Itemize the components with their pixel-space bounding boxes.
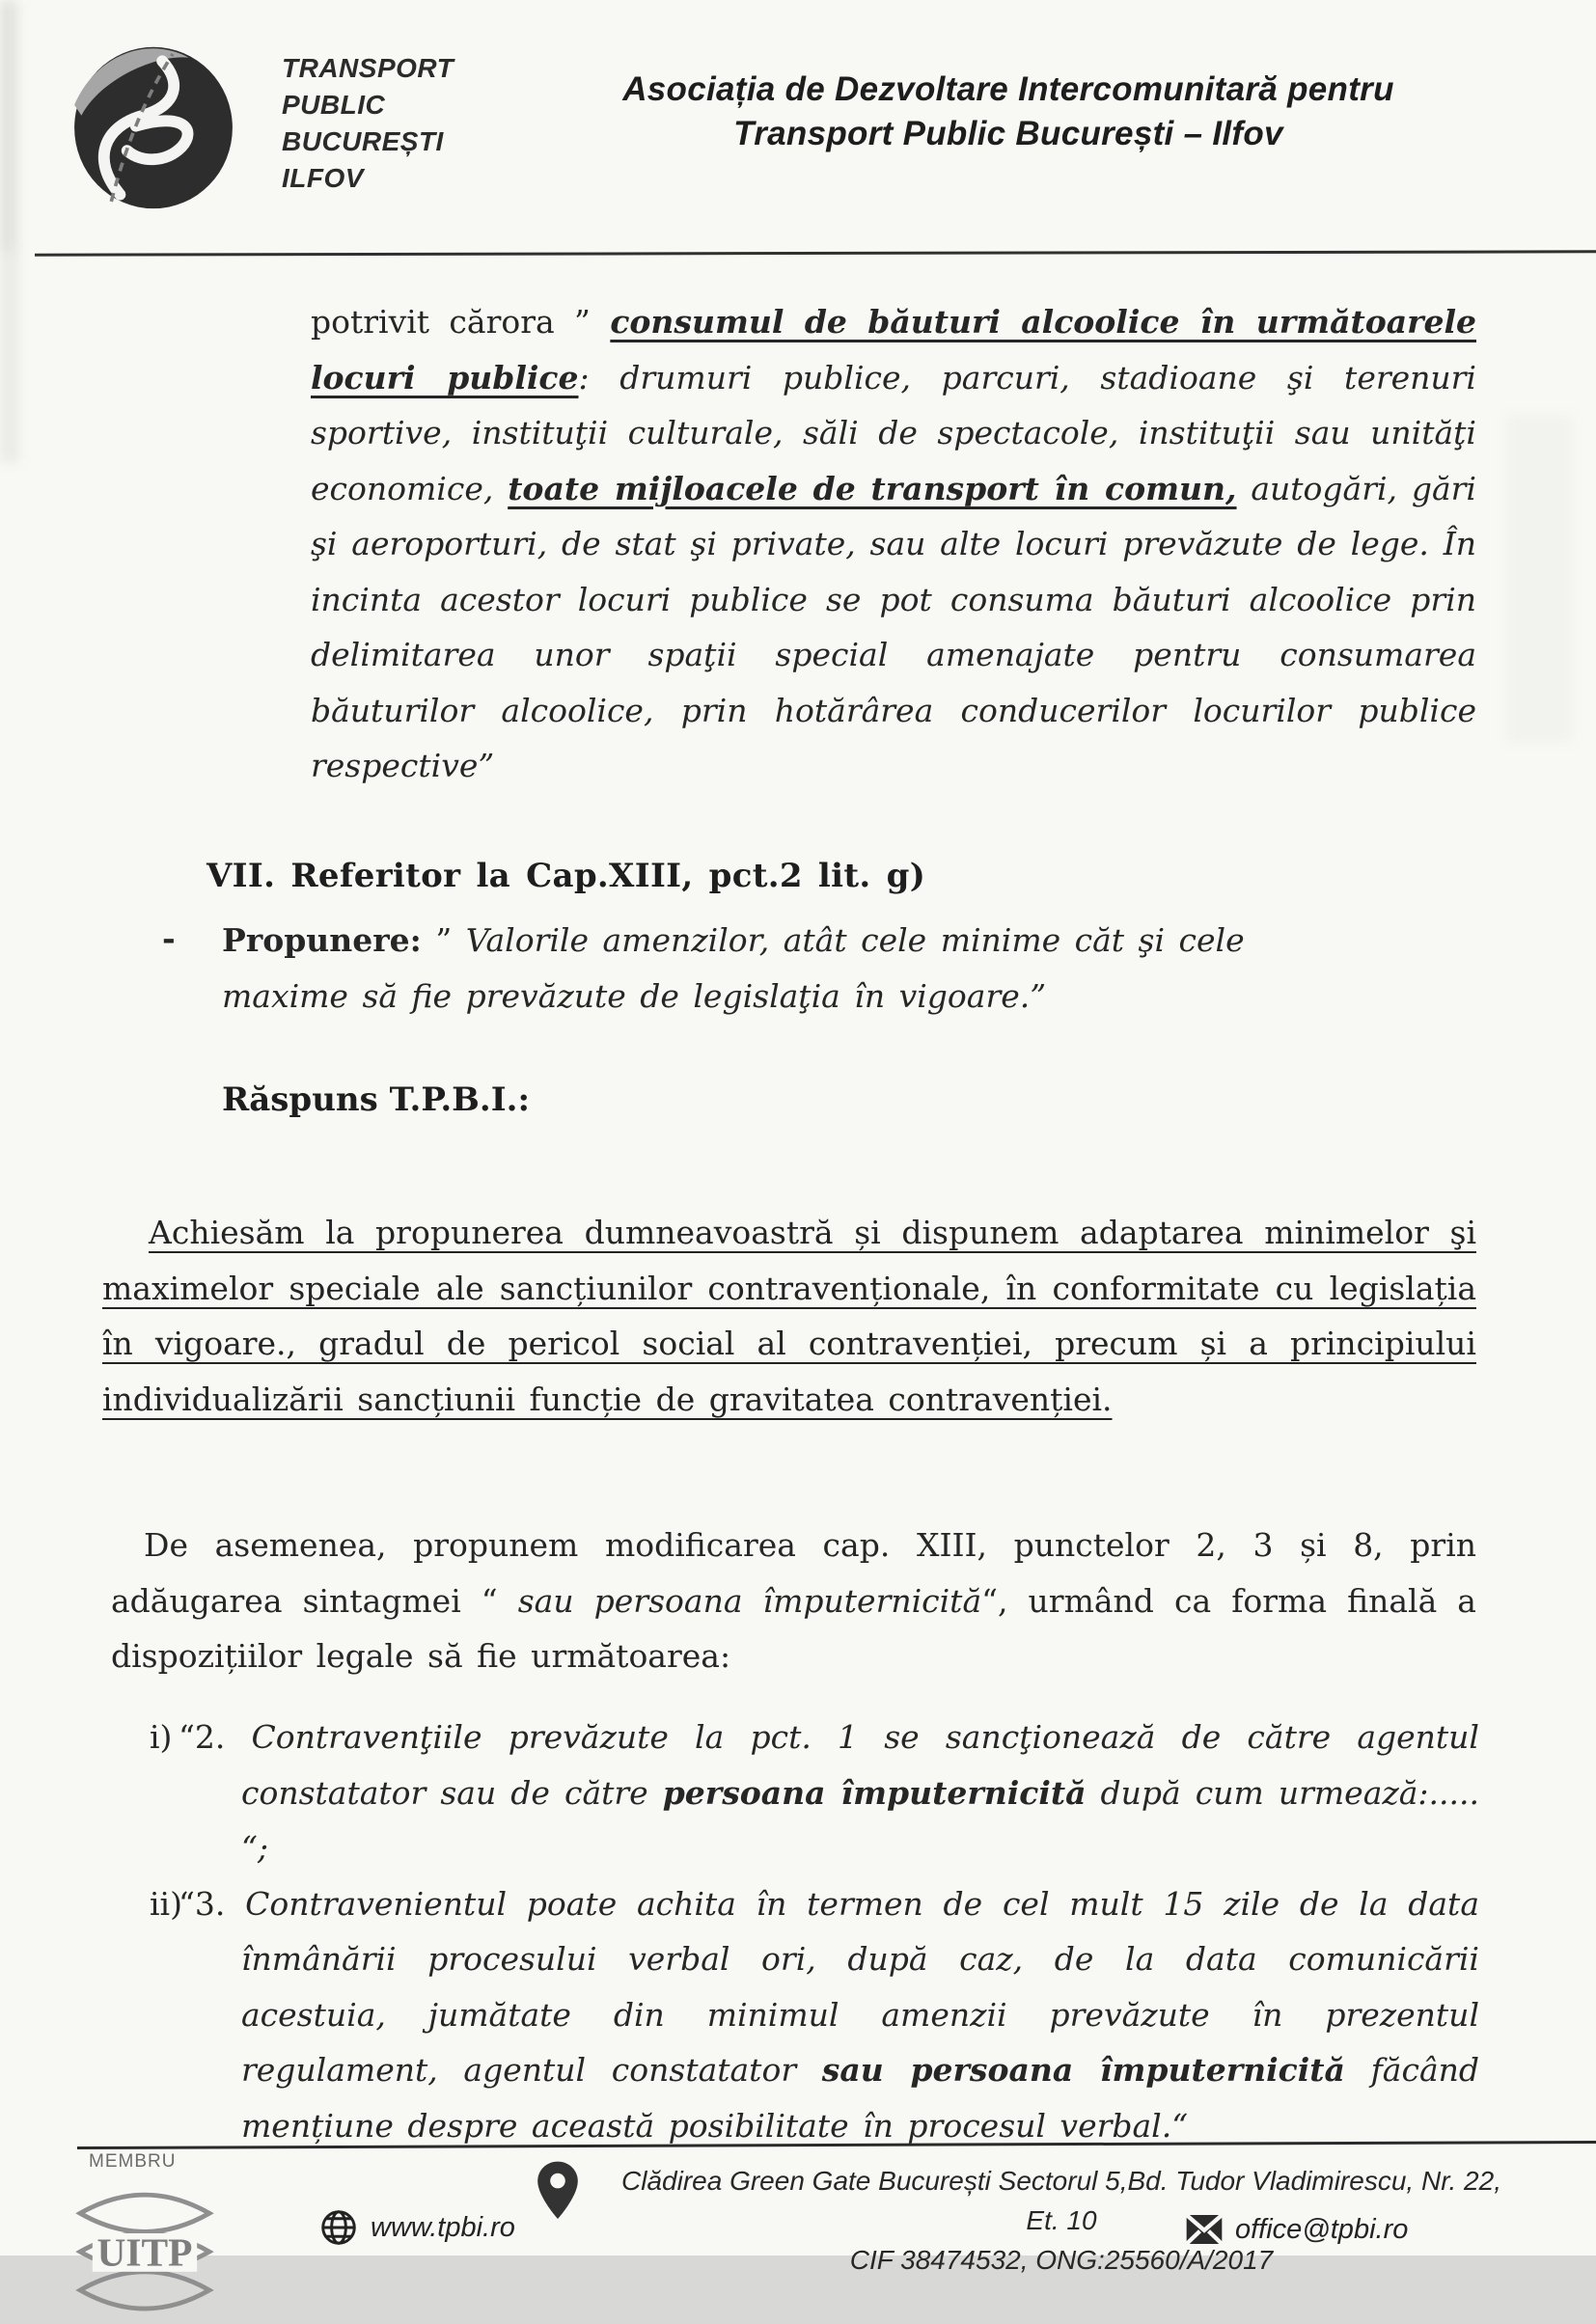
globe-icon (318, 2207, 359, 2248)
proposal-item (162, 913, 1361, 1024)
logo-wordmark-line: PUBLIC (282, 90, 386, 120)
provision-text: Contravenţiile prevăzute la pct. 1 se sancţionează de către agentul constatator sau de către (241, 1718, 1479, 1812)
proposal-quote-open: ” (421, 921, 466, 959)
quote-lead-text: potrivit cărora ” (311, 303, 611, 341)
location-pin-icon (533, 2159, 583, 2223)
organization-title-line2: Transport Public București – Ilfov (733, 115, 1283, 152)
provision-emphasis: sau persoana împuternicită (821, 2051, 1345, 2089)
scan-artifact (0, 0, 14, 251)
provision-text: făcând mențiune despre această posibilitate în procesul verbal.“ (241, 2051, 1479, 2145)
uitp-logo-icon (68, 2176, 222, 2292)
quote-text: autogări, gări şi aeroporturi, de stat şi private, sau alte locuri prevăzute de lege. În incinta acestor locuri publice se pot consuma băuturi alcoolice prin delimitarea unor spaţii special amenajate pentru consumarea băuturilor alcoolice, prin hotărârea conducerilor locurilor publice respective” (311, 469, 1476, 784)
amendment-text: De asemenea, propunem modificarea cap. XIII, punctelor 2, 3 și 8, prin adăugarea sintagmei “ (111, 1526, 1476, 1620)
website-row (318, 2207, 515, 2248)
header-divider (35, 250, 1596, 256)
email-text: office@tpbi.ro (1235, 2213, 1409, 2245)
proposal-text: Valorile amenzilor, atât cele minime căt şi cele maxime să fie prevăzute de legislaţia în vigoare.” (222, 921, 1245, 1015)
logo-wordmark-line: BUCUREȘTI (282, 126, 444, 156)
quote-paragraph (311, 294, 1476, 794)
provision-number: “2. (179, 1718, 252, 1756)
list-marker-i: i) (150, 1718, 173, 1756)
quote-text: : drumuri publice, parcuri, stadioane şi terenuri sportive, instituţii culturale, săli de spectacole, instituţii sau unităţi economice, (311, 358, 1476, 507)
logo-wordmark (282, 50, 454, 197)
list-item-ii (150, 1876, 1479, 2154)
organization-title-line1: Asociația de Dezvoltare Intercomunitară pentru (622, 70, 1394, 108)
answer-paragraph: Achiesăm la propunerea dumneavoastră și dispunem adaptarea minimelor şi maximelor speciale ale sancțiunilor contravenționale, în conformitate cu legislația în vigoare., gradul de pericol social al contravenției, precum și a principiului individualizării sancțiunii funcție de gravitatea contravenției. (102, 1214, 1476, 1418)
membership-label: MEMBRU (89, 2151, 177, 2172)
quote-emphasis-1: consumul de băuturi alcoolice în următoarele locuri publice (311, 303, 1476, 396)
quote-emphasis-2: toate mijloacele de transport în comun, (508, 469, 1237, 507)
section-heading: VII. Referitor la Cap.XIII, pct.2 lit. g) (206, 857, 926, 895)
provision-text: după cum urmează:..... “; (241, 1773, 1479, 1867)
scan-artifact (0, 0, 19, 463)
amendment-text: “, urmând ca forma finală a dispozițiilor legale să fie următoarea: (111, 1581, 1476, 1675)
email-row (1185, 2213, 1408, 2246)
tpbi-logo-icon (66, 35, 241, 210)
list-item-i (150, 1709, 1479, 1876)
amendment-paragraph (111, 1517, 1476, 1684)
logo-wordmark-line: ILFOV (282, 163, 364, 193)
address-line-1: Clădirea Green Gate București Sectorul 5,Bd. Tudor Vladimirescu, Nr. 22, Et. 10 (621, 2166, 1501, 2235)
envelope-icon (1185, 2213, 1224, 2246)
provision-text: Contravenientul poate achita în termen de cel mult 15 zile de la data înmânării procesului verbal ori, după caz, de la data comunicării acestuia, jumătate din minimul amenzii prevăzute în prezentul regulament, agentul constatator (241, 1884, 1479, 2089)
scan-artifact (1505, 415, 1573, 743)
list-marker-ii: ii) (150, 1884, 182, 1923)
address-line-2: CIF 38474532, ONG:25560/A/2017 (849, 2245, 1274, 2275)
proposal-label: Propunere: (222, 921, 422, 959)
answer-label: Răspuns T.P.B.I.: (222, 1080, 531, 1119)
uitp-logo-text: UITP (96, 2229, 193, 2275)
bullet-dash: - (162, 919, 176, 957)
amendment-phrase: sau persoana împuternicită (517, 1581, 982, 1620)
website-text: www.tpbi.ro (371, 2211, 515, 2243)
organization-title (521, 68, 1496, 156)
logo-wordmark-line: TRANSPORT (282, 53, 454, 83)
provision-number: “3. (179, 1884, 246, 1923)
legal-provisions-list (150, 1709, 1479, 2153)
provision-emphasis: persoana împuternicită (662, 1773, 1087, 1812)
